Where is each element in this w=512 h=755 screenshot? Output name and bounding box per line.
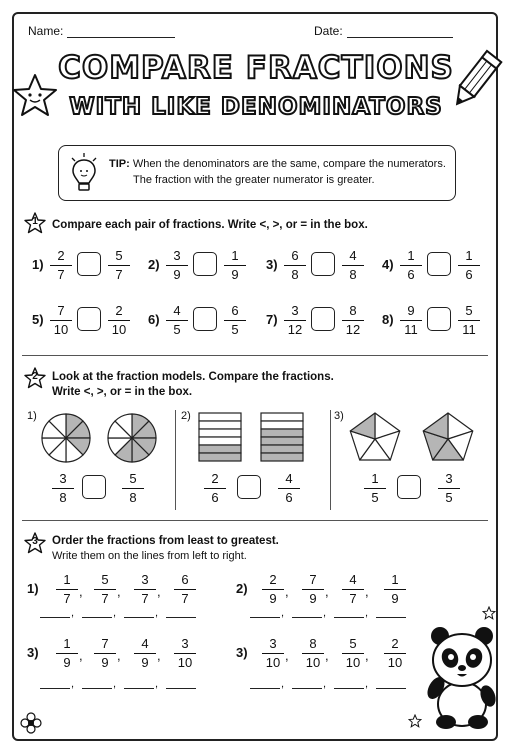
model-fraction-a (204, 471, 226, 506)
comma: , (113, 678, 117, 690)
bar-model (198, 412, 242, 462)
problem-label: 7) (266, 312, 278, 327)
order-fraction-numerator: 7 (94, 636, 116, 654)
fraction-a-denominator: 9 (173, 267, 181, 282)
order-fraction-denominator: 9 (269, 591, 277, 606)
order-fraction-denominator: 9 (141, 655, 149, 670)
fraction-b-numerator: 6 (224, 303, 246, 321)
bar-segment (199, 445, 241, 453)
answer-line[interactable] (334, 617, 364, 618)
fraction-a (400, 248, 422, 283)
answer-line[interactable] (82, 617, 112, 618)
fraction-a (166, 303, 188, 338)
fraction-a-denominator: 12 (287, 322, 303, 337)
order-fraction-denominator: 7 (101, 591, 109, 606)
order-fraction (94, 572, 116, 607)
order-fraction-numerator: 1 (56, 572, 78, 590)
fraction-b-denominator: 8 (349, 267, 357, 282)
order-fraction-denominator: 9 (391, 591, 399, 606)
small-star-icon (408, 714, 422, 728)
bar-segment (261, 421, 303, 429)
order-fraction (342, 572, 364, 607)
model-fraction-a-numerator: 3 (52, 471, 74, 489)
order-fraction-numerator: 3 (262, 636, 284, 654)
order-fraction-numerator: 3 (134, 572, 156, 590)
tip-text (109, 156, 446, 188)
fraction-a (50, 303, 72, 338)
order-fraction (56, 572, 78, 607)
fraction-a-denominator: 6 (407, 267, 415, 282)
comma: , (325, 584, 329, 599)
fraction-b (224, 248, 246, 283)
problem-label: 6) (148, 312, 160, 327)
answer-line[interactable] (124, 688, 154, 689)
model-fraction-a-numerator: 2 (204, 471, 226, 489)
order-fraction-denominator: 10 (345, 655, 361, 670)
answer-box[interactable] (311, 307, 335, 331)
answer-line[interactable] (166, 688, 196, 689)
answer-box[interactable] (311, 252, 335, 276)
order-fraction-numerator: 5 (342, 636, 364, 654)
order-fraction (134, 636, 156, 671)
fraction-b-denominator: 10 (111, 322, 127, 337)
answer-line[interactable] (40, 617, 70, 618)
answer-line[interactable] (166, 617, 196, 618)
model-fraction-a (52, 471, 74, 506)
order-fraction-denominator: 9 (309, 591, 317, 606)
order-fraction (302, 636, 324, 671)
pentagon-model (420, 410, 476, 464)
fraction-b-denominator: 11 (462, 322, 476, 337)
order-fraction-denominator: 10 (305, 655, 321, 670)
order-fraction (94, 636, 116, 671)
order-fraction (384, 572, 406, 607)
pencil-icon (446, 46, 504, 116)
problem-label: 1) (27, 581, 39, 596)
fraction-a-numerator: 6 (284, 248, 306, 266)
order-fraction-numerator: 5 (94, 572, 116, 590)
bar-segment (199, 453, 241, 461)
section-2-instruction-2: Write <, >, or = in the box. (52, 386, 193, 398)
answer-line[interactable] (250, 688, 280, 689)
model-fraction-b-denominator: 6 (285, 490, 293, 505)
comma: , (365, 648, 369, 663)
order-fraction-numerator: 7 (302, 572, 324, 590)
answer-box[interactable] (193, 307, 217, 331)
comma: , (365, 678, 369, 690)
order-fraction (134, 572, 156, 607)
fraction-b (342, 303, 364, 338)
problem-label: 3) (236, 645, 248, 660)
model-fraction-a-denominator: 8 (59, 490, 67, 505)
model-fraction-a-numerator: 1 (364, 471, 386, 489)
model-fraction-b-denominator: 5 (445, 490, 453, 505)
answer-line[interactable] (40, 688, 70, 689)
fraction-b (342, 248, 364, 283)
fraction-b (108, 303, 130, 338)
divider-2 (22, 520, 488, 521)
fraction-b-denominator: 9 (231, 267, 239, 282)
model-divider-2 (330, 410, 331, 510)
answer-line[interactable] (292, 688, 322, 689)
tip-line-2: The fraction with the greater numerator is greater. (133, 174, 375, 186)
fraction-b-numerator: 5 (458, 303, 480, 321)
answer-box[interactable] (397, 475, 421, 499)
answer-box[interactable] (237, 475, 261, 499)
order-fraction-numerator: 1 (384, 572, 406, 590)
model-label: 3) (334, 410, 344, 422)
bar-segment (261, 453, 303, 461)
bar-segment (199, 421, 241, 429)
comma: , (79, 584, 83, 599)
comma: , (155, 607, 159, 619)
answer-line[interactable] (376, 688, 406, 689)
answer-line[interactable] (376, 617, 406, 618)
comma: , (79, 648, 83, 663)
date-line[interactable] (347, 25, 453, 38)
order-fraction (384, 636, 406, 671)
fraction-a-denominator: 10 (53, 322, 69, 337)
comma: , (157, 648, 161, 663)
order-fraction-denominator: 7 (181, 591, 189, 606)
section-2-number: 2 (32, 371, 38, 382)
order-fraction-denominator: 10 (265, 655, 281, 670)
problem-label: 4) (382, 257, 394, 272)
problem-label: 3) (266, 257, 278, 272)
name-label: Name: (28, 24, 64, 38)
model-label: 2) (181, 410, 191, 422)
problem-label: 1) (32, 257, 44, 272)
order-fraction-denominator: 7 (349, 591, 357, 606)
fraction-a-denominator: 11 (404, 322, 418, 337)
fraction-b-numerator: 2 (108, 303, 130, 321)
comma: , (323, 678, 327, 690)
section-2-instruction-1: Look at the fraction models. Compare the fractions. (52, 371, 334, 383)
answer-box[interactable] (77, 252, 101, 276)
fraction-a-numerator: 1 (400, 248, 422, 266)
order-fraction-denominator: 9 (63, 655, 71, 670)
pentagon-model (347, 410, 403, 464)
bar-segment (261, 413, 303, 421)
answer-box[interactable] (77, 307, 101, 331)
comma: , (285, 584, 289, 599)
title-line-2: WITH LIKE DENOMINATORS (69, 94, 443, 120)
fraction-a (166, 248, 188, 283)
fraction-b-numerator: 8 (342, 303, 364, 321)
fraction-a-numerator: 3 (166, 248, 188, 266)
order-fraction (302, 572, 324, 607)
order-fraction (56, 636, 78, 671)
comma: , (323, 607, 327, 619)
comma: , (285, 648, 289, 663)
fraction-b-numerator: 1 (224, 248, 246, 266)
comma: , (281, 678, 285, 690)
model-fraction-b (438, 471, 460, 506)
answer-box[interactable] (82, 475, 106, 499)
fraction-b (224, 303, 246, 338)
fraction-b-numerator: 4 (342, 248, 364, 266)
fraction-a (400, 303, 422, 338)
divider-1 (22, 355, 488, 356)
fraction-a-denominator: 5 (173, 322, 181, 337)
answer-line[interactable] (250, 617, 280, 618)
model-divider-1 (175, 410, 176, 510)
section-1-instruction: Compare each pair of fractions. Write <, >, or = in the box. (52, 219, 368, 231)
fraction-b-denominator: 6 (465, 267, 473, 282)
fraction-a-numerator: 3 (284, 303, 306, 321)
order-fraction-numerator: 4 (134, 636, 156, 654)
comma: , (113, 607, 117, 619)
order-fraction-numerator: 2 (262, 572, 284, 590)
comma: , (71, 607, 75, 619)
model-fraction-a (364, 471, 386, 506)
answer-line[interactable] (124, 617, 154, 618)
fraction-a (50, 248, 72, 283)
name-field[interactable] (28, 24, 175, 38)
comma: , (155, 678, 159, 690)
comma: , (71, 678, 75, 690)
bar-model (260, 412, 304, 462)
order-fraction-numerator: 3 (174, 636, 196, 654)
order-fraction (174, 572, 196, 607)
order-fraction-denominator: 10 (177, 655, 193, 670)
fraction-a-numerator: 2 (50, 248, 72, 266)
bar-segment (199, 437, 241, 445)
comma: , (281, 607, 285, 619)
model-fraction-b-numerator: 4 (278, 471, 300, 489)
fraction-a (284, 248, 306, 283)
model-fraction-a-denominator: 6 (211, 490, 219, 505)
comma: , (117, 584, 121, 599)
lightbulb-icon (67, 152, 101, 194)
order-fraction-numerator: 6 (174, 572, 196, 590)
order-fraction-numerator: 8 (302, 636, 324, 654)
order-fraction (174, 636, 196, 671)
problem-label: 8) (382, 312, 394, 327)
date-field[interactable] (314, 24, 453, 38)
comma: , (117, 648, 121, 663)
model-fraction-b (122, 471, 144, 506)
flower-icon (20, 712, 42, 734)
bar-segment (199, 413, 241, 421)
bar-segment (261, 445, 303, 453)
order-fraction-denominator: 9 (101, 655, 109, 670)
problem-label: 2) (236, 581, 248, 596)
answer-box[interactable] (427, 307, 451, 331)
fraction-a-numerator: 7 (50, 303, 72, 321)
order-fraction-numerator: 4 (342, 572, 364, 590)
fraction-b (458, 248, 480, 283)
model-fraction-b (278, 471, 300, 506)
section-3-instruction-2: Write them on the lines from left to right. (52, 550, 247, 562)
comma: , (365, 584, 369, 599)
section-3-instruction-1: Order the fractions from least to greatest. (52, 535, 279, 547)
answer-box[interactable] (427, 252, 451, 276)
problem-label: 3) (27, 645, 39, 660)
tip-box (58, 145, 456, 201)
panda-icon (424, 624, 500, 730)
order-fraction-denominator: 7 (141, 591, 149, 606)
order-fraction-numerator: 2 (384, 636, 406, 654)
comma: , (157, 584, 161, 599)
fraction-b (108, 248, 130, 283)
answer-box[interactable] (193, 252, 217, 276)
fraction-a-denominator: 7 (57, 267, 65, 282)
small-star-icon (482, 606, 496, 620)
bar-segment (261, 429, 303, 437)
order-fraction-numerator: 1 (56, 636, 78, 654)
date-label: Date: (314, 24, 343, 38)
name-line[interactable] (67, 25, 175, 38)
order-fraction-denominator: 7 (63, 591, 71, 606)
model-fraction-b-denominator: 8 (129, 490, 137, 505)
comma: , (365, 607, 369, 619)
fraction-b (458, 303, 480, 338)
circle-model (40, 412, 92, 464)
bar-segment (261, 437, 303, 445)
model-label: 1) (27, 410, 37, 422)
fraction-b-numerator: 5 (108, 248, 130, 266)
order-fraction (262, 636, 284, 671)
fraction-b-denominator: 7 (115, 267, 123, 282)
bar-segment (199, 429, 241, 437)
model-fraction-b-numerator: 3 (438, 471, 460, 489)
title-line-1: COMPARE FRACTIONS (58, 50, 454, 86)
fraction-a (284, 303, 306, 338)
answer-line[interactable] (292, 617, 322, 618)
section-3-number: 3 (32, 536, 38, 547)
problem-label: 5) (32, 312, 44, 327)
fraction-a-denominator: 8 (291, 267, 299, 282)
order-fraction (262, 572, 284, 607)
fraction-b-numerator: 1 (458, 248, 480, 266)
fraction-a-numerator: 9 (400, 303, 422, 321)
circle-model (106, 412, 158, 464)
star-icon (12, 72, 58, 118)
tip-line-1: When the denominators are the same, compare the numerators. (132, 158, 446, 170)
comma: , (325, 648, 329, 663)
section-1-number: 1 (32, 216, 38, 227)
answer-line[interactable] (334, 688, 364, 689)
order-fraction (342, 636, 364, 671)
tip-label: TIP: (109, 158, 130, 170)
model-fraction-b-numerator: 5 (122, 471, 144, 489)
fraction-a-numerator: 4 (166, 303, 188, 321)
problem-label: 2) (148, 257, 160, 272)
order-fraction-denominator: 10 (387, 655, 403, 670)
model-fraction-a-denominator: 5 (371, 490, 379, 505)
answer-line[interactable] (82, 688, 112, 689)
fraction-b-denominator: 12 (345, 322, 361, 337)
fraction-b-denominator: 5 (231, 322, 239, 337)
